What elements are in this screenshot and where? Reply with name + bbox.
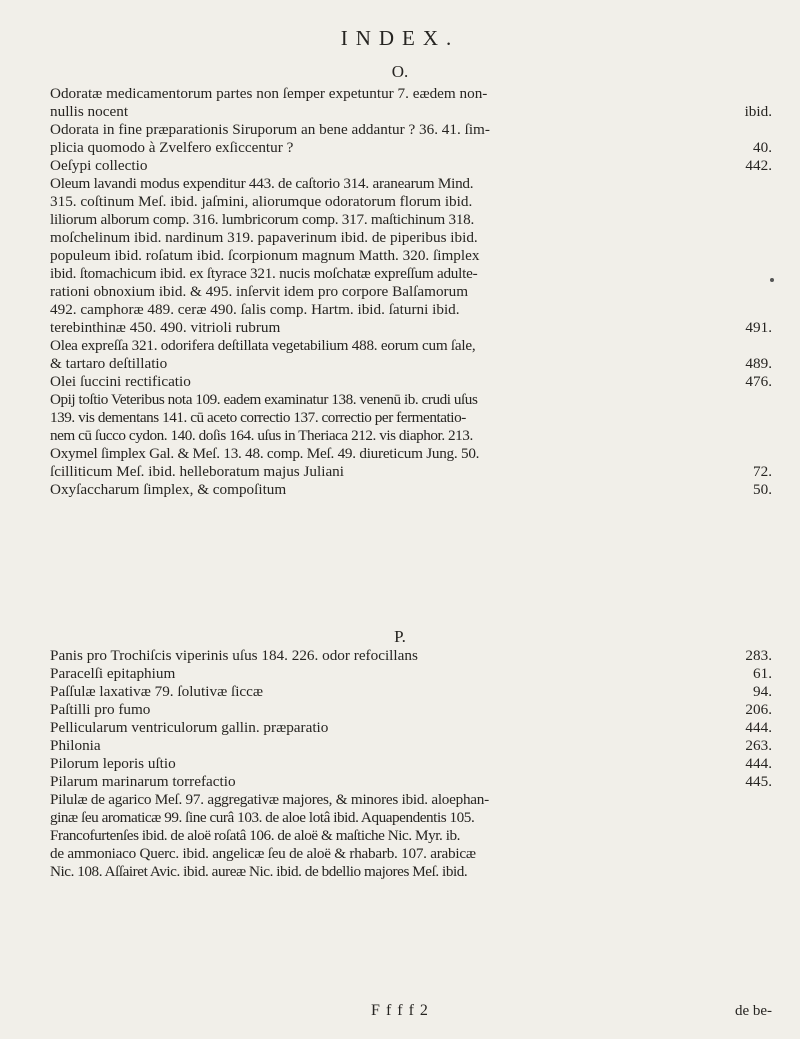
index-line — [50, 122, 772, 138]
entry-text: terebinthinæ 450. 490. vitrioli rubrum — [50, 320, 281, 336]
entry-text: Paſtilli pro fumo — [50, 702, 151, 718]
index-line — [50, 846, 772, 862]
entry-text: Paſſulæ laxativæ 79. ſolutivæ ſiccæ — [50, 684, 264, 700]
entry-text: Oeſypi collectio — [50, 158, 148, 174]
index-line — [50, 810, 772, 826]
index-line — [50, 176, 772, 192]
entry-text: liliorum alborum comp. 316. lumbricorum comp. 317. maſtichinum 318. — [50, 212, 475, 228]
index-line — [50, 356, 772, 372]
index-line — [50, 684, 772, 700]
entry-text: Olei ſuccini rectificatio — [50, 374, 191, 390]
entry-text: Odoratæ medicamentorum partes non ſemper expetuntur 7. eædem non- — [50, 86, 488, 102]
running-head: INDEX. — [340, 26, 460, 50]
entry-text: Francofurtenſes ibid. de aloë roſatâ 106. de aloë & maſtiche Nic. Myr. ib. — [50, 828, 460, 844]
entry-text: Pilorum leporis uſtio — [50, 756, 176, 772]
index-line — [50, 140, 772, 156]
index-line — [50, 230, 772, 246]
entry-text: 139. vis dementans 141. cū aceto correctio 137. correctio per fermentatio- — [50, 410, 466, 426]
ink-speck — [770, 278, 774, 282]
index-line — [50, 774, 772, 790]
entry-text: & tartaro deſtillatio — [50, 356, 168, 372]
catchword: de be- — [734, 1003, 772, 1019]
entry-text: Oxyſaccharum ſimplex, & compoſitum — [50, 482, 287, 498]
page-ref: 476. — [739, 374, 772, 390]
page-ref: 444. — [739, 720, 772, 736]
index-line — [50, 666, 772, 682]
index-line — [50, 410, 772, 426]
index-line — [50, 392, 772, 408]
section-letter-p: P. — [394, 627, 406, 646]
index-line — [50, 266, 772, 282]
page-ref: 61. — [747, 666, 772, 682]
entry-text: Odorata in fine præparationis Siruporum an bene addantur ? 36. 41. ſim- — [50, 122, 490, 138]
index-line — [50, 284, 772, 300]
entry-text: plicia quomodo à Zvelfero exſiccentur ? — [50, 140, 294, 156]
page-ref: 72. — [747, 464, 772, 480]
entry-text: moſchelinum ibid. nardinum 319. papaverinum ibid. de piperibus ibid. — [50, 230, 478, 246]
index-line — [50, 720, 772, 736]
signature-mark: F f f f 2 — [371, 1002, 429, 1019]
entry-text: Pilarum marinarum torrefactio — [50, 774, 236, 790]
entry-text: 492. camphoræ 489. ceræ 490. ſalis comp. Hartm. ibid. ſaturni ibid. — [50, 302, 460, 318]
entry-text: de ammoniaco Querc. ibid. angelicæ ſeu de aloë & rhabarb. 107. arabicæ — [50, 846, 476, 862]
index-line — [50, 446, 772, 462]
index-line — [50, 756, 772, 772]
page-ref: 50. — [747, 482, 772, 498]
page-ref: 444. — [739, 756, 772, 772]
entry-text: populeum ibid. roſatum ibid. ſcorpionum magnum Matth. 320. ſimplex — [50, 248, 480, 264]
index-line — [50, 212, 772, 228]
entry-text: Pilulæ de agarico Meſ. 97. aggregativæ majores, & minores ibid. aloephan- — [50, 792, 489, 808]
page-ref: 206. — [739, 702, 772, 718]
entry-text: Pellicularum ventriculorum gallin. præparatio — [50, 720, 329, 736]
index-line — [50, 482, 772, 498]
entry-text: Oleum lavandi modus expenditur 443. de caſtorio 314. aranearum Mind. — [50, 176, 474, 192]
entry-text: Oxymel ſimplex Gal. & Meſ. 13. 48. comp. Meſ. 49. diureticum Jung. 50. — [50, 446, 480, 462]
page-ref: 40. — [747, 140, 772, 156]
entry-text: nullis nocent — [50, 104, 129, 120]
page-ref: 263. — [739, 738, 772, 754]
index-line — [50, 702, 772, 718]
page-ref: 445. — [739, 774, 772, 790]
entry-text: ſcilliticum Meſ. ibid. helleboratum majus Juliani — [50, 464, 344, 480]
index-line — [50, 248, 772, 264]
index-line — [50, 792, 772, 808]
entry-text: Nic. 108. Aſſairet Avic. ibid. aureæ Nic. ibid. de bdellio majores Meſ. ibid. — [50, 864, 468, 880]
entry-text: rationi obnoxium ibid. & 495. inſervit idem pro corpore Balſamorum — [50, 284, 469, 300]
index-line — [50, 864, 772, 880]
page-ref: 283. — [739, 648, 772, 664]
page-ref: 94. — [747, 684, 772, 700]
entry-text: Paracelſi epitaphium — [50, 666, 176, 682]
index-line — [50, 86, 772, 102]
entry-text: ginæ ſeu aromaticæ 99. ſine curâ 103. de aloe lotâ ibid. Aquapendentis 105. — [50, 810, 475, 826]
page-ref: 489. — [739, 356, 772, 372]
index-line — [50, 320, 772, 336]
entry-text: Olea expreſſa 321. odorifera deſtillata vegetabilium 488. eorum cum ſale, — [50, 338, 476, 354]
index-line — [50, 158, 772, 174]
index-line — [50, 302, 772, 318]
page-ref: 491. — [739, 320, 772, 336]
page-ref: 442. — [739, 158, 772, 174]
section-letter-o: O. — [391, 62, 409, 81]
index-line — [50, 104, 772, 120]
index-line — [50, 338, 772, 354]
entry-text: ibid. ſtomachicum ibid. ex ſtyrace 321. nucis moſchatæ expreſſum adulte- — [50, 266, 478, 282]
index-line — [50, 738, 772, 754]
index-line — [50, 828, 772, 844]
entry-text: 315. coſtinum Meſ. ibid. jaſmini, aliorumque odoratorum florum ibid. — [50, 194, 473, 210]
entry-text: nem cū ſucco cydon. 140. doſis 164. uſus in Theriaca 212. vis diaphor. 213. — [50, 428, 473, 444]
index-line — [50, 464, 772, 480]
entry-text: Opij toſtio Veteribus nota 109. eadem examinatur 138. venenū ib. crudi uſus — [50, 392, 478, 408]
entry-text: Panis pro Trochiſcis viperinis uſus 184. 226. odor refocillans — [50, 648, 418, 664]
index-line — [50, 194, 772, 210]
index-line — [50, 428, 772, 444]
entry-text: Philonia — [50, 738, 101, 754]
page-ref: ibid. — [739, 104, 772, 120]
index-line — [50, 374, 772, 390]
index-line — [50, 648, 772, 664]
